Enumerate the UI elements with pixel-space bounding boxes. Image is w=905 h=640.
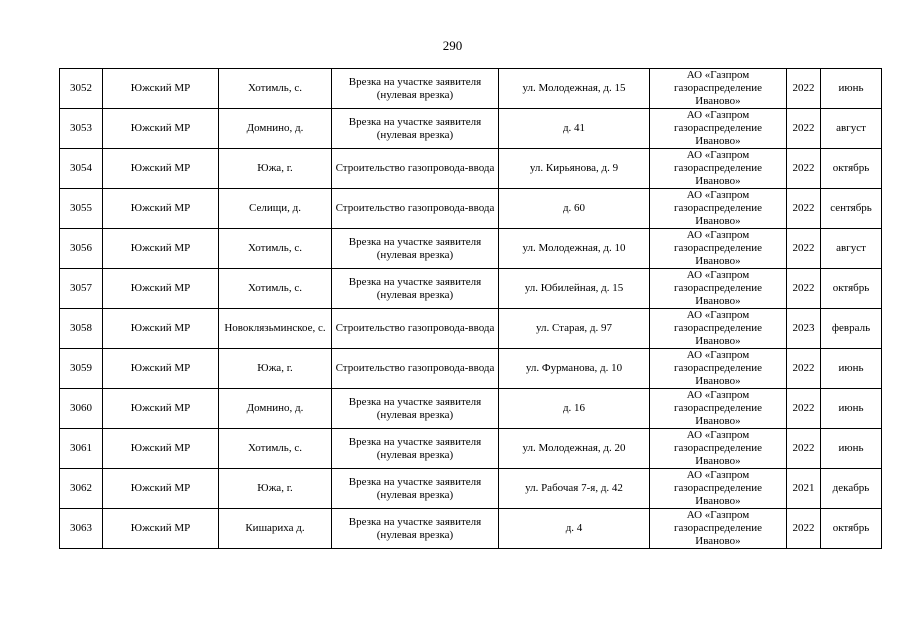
year-cell: 2022 — [787, 269, 821, 309]
month-cell: июнь — [821, 69, 882, 109]
settlement-cell: Кишариха д. — [219, 509, 332, 549]
year-cell: 2021 — [787, 469, 821, 509]
month-cell: декабрь — [821, 469, 882, 509]
settlement-cell: Южа, г. — [219, 149, 332, 189]
address-cell: ул. Молодежная, д. 20 — [499, 429, 650, 469]
settlement-cell: Домнино, д. — [219, 109, 332, 149]
year-cell: 2022 — [787, 109, 821, 149]
work-type-cell: Строительство газопровода-ввода — [332, 349, 499, 389]
year-cell: 2022 — [787, 149, 821, 189]
organization-cell: АО «Газпром газораспределение Иваново» — [650, 469, 787, 509]
address-cell: д. 4 — [499, 509, 650, 549]
address-cell: ул. Рабочая 7-я, д. 42 — [499, 469, 650, 509]
row-number-cell: 3062 — [60, 469, 103, 509]
row-number-cell: 3059 — [60, 349, 103, 389]
table-row — [60, 429, 882, 469]
district-cell: Южский МР — [103, 509, 219, 549]
work-type-cell: Врезка на участке заявителя (нулевая врезка) — [332, 229, 499, 269]
address-cell: ул. Молодежная, д. 10 — [499, 229, 650, 269]
organization-cell: АО «Газпром газораспределение Иваново» — [650, 349, 787, 389]
month-cell: июнь — [821, 389, 882, 429]
month-cell: июнь — [821, 349, 882, 389]
settlement-cell: Хотимль, с. — [219, 269, 332, 309]
organization-cell: АО «Газпром газораспределение Иваново» — [650, 189, 787, 229]
table-row — [60, 149, 882, 189]
organization-cell: АО «Газпром газораспределение Иваново» — [650, 309, 787, 349]
year-cell: 2022 — [787, 349, 821, 389]
district-cell: Южский МР — [103, 389, 219, 429]
address-cell: ул. Юбилейная, д. 15 — [499, 269, 650, 309]
settlement-cell: Хотимль, с. — [219, 69, 332, 109]
district-cell: Южский МР — [103, 69, 219, 109]
district-cell: Южский МР — [103, 349, 219, 389]
row-number-cell: 3055 — [60, 189, 103, 229]
year-cell: 2022 — [787, 229, 821, 269]
district-cell: Южский МР — [103, 269, 219, 309]
settlement-cell: Селищи, д. — [219, 189, 332, 229]
month-cell: октябрь — [821, 269, 882, 309]
month-cell: октябрь — [821, 509, 882, 549]
settlement-cell: Южа, г. — [219, 349, 332, 389]
table-row — [60, 189, 882, 229]
district-cell: Южский МР — [103, 189, 219, 229]
address-cell: д. 60 — [499, 189, 650, 229]
district-cell: Южский МР — [103, 149, 219, 189]
month-cell: октябрь — [821, 149, 882, 189]
work-type-cell: Строительство газопровода-ввода — [332, 309, 499, 349]
settlement-cell: Хотимль, с. — [219, 229, 332, 269]
work-type-cell: Врезка на участке заявителя (нулевая врезка) — [332, 509, 499, 549]
organization-cell: АО «Газпром газораспределение Иваново» — [650, 509, 787, 549]
address-cell: ул. Старая, д. 97 — [499, 309, 650, 349]
month-cell: июнь — [821, 429, 882, 469]
settlement-cell: Хотимль, с. — [219, 429, 332, 469]
district-cell: Южский МР — [103, 429, 219, 469]
table-row — [60, 509, 882, 549]
year-cell: 2022 — [787, 189, 821, 229]
row-number-cell: 3057 — [60, 269, 103, 309]
address-cell: ул. Молодежная, д. 15 — [499, 69, 650, 109]
district-cell: Южский МР — [103, 309, 219, 349]
table-row — [60, 389, 882, 429]
page-number: 290 — [442, 38, 463, 53]
organization-cell: АО «Газпром газораспределение Иваново» — [650, 69, 787, 109]
table-row — [60, 109, 882, 149]
work-type-cell: Врезка на участке заявителя (нулевая врезка) — [332, 389, 499, 429]
organization-cell: АО «Газпром газораспределение Иваново» — [650, 229, 787, 269]
row-number-cell: 3056 — [60, 229, 103, 269]
address-cell: ул. Фурманова, д. 10 — [499, 349, 650, 389]
row-number-cell: 3058 — [60, 309, 103, 349]
year-cell: 2023 — [787, 309, 821, 349]
address-cell: д. 16 — [499, 389, 650, 429]
year-cell: 2022 — [787, 69, 821, 109]
work-type-cell: Врезка на участке заявителя (нулевая врезка) — [332, 269, 499, 309]
organization-cell: АО «Газпром газораспределение Иваново» — [650, 429, 787, 469]
work-type-cell: Врезка на участке заявителя (нулевая врезка) — [332, 109, 499, 149]
table-row — [60, 229, 882, 269]
row-number-cell: 3060 — [60, 389, 103, 429]
table-row — [60, 269, 882, 309]
table-row — [60, 69, 882, 109]
organization-cell: АО «Газпром газораспределение Иваново» — [650, 389, 787, 429]
address-cell: д. 41 — [499, 109, 650, 149]
district-cell: Южский МР — [103, 469, 219, 509]
year-cell: 2022 — [787, 429, 821, 469]
work-type-cell: Строительство газопровода-ввода — [332, 149, 499, 189]
row-number-cell: 3054 — [60, 149, 103, 189]
settlement-cell: Домнино, д. — [219, 389, 332, 429]
month-cell: август — [821, 109, 882, 149]
row-number-cell: 3063 — [60, 509, 103, 549]
district-cell: Южский МР — [103, 229, 219, 269]
organization-cell: АО «Газпром газораспределение Иваново» — [650, 149, 787, 189]
row-number-cell: 3053 — [60, 109, 103, 149]
row-number-cell: 3052 — [60, 69, 103, 109]
month-cell: февраль — [821, 309, 882, 349]
organization-cell: АО «Газпром газораспределение Иваново» — [650, 269, 787, 309]
work-type-cell: Строительство газопровода-ввода — [332, 189, 499, 229]
work-type-cell: Врезка на участке заявителя (нулевая врезка) — [332, 469, 499, 509]
table-row — [60, 309, 882, 349]
month-cell: сентябрь — [821, 189, 882, 229]
settlement-cell: Новоклязьминское, с. — [219, 309, 332, 349]
year-cell: 2022 — [787, 389, 821, 429]
year-cell: 2022 — [787, 509, 821, 549]
gasification-table — [59, 68, 882, 549]
work-type-cell: Врезка на участке заявителя (нулевая врезка) — [332, 429, 499, 469]
work-type-cell: Врезка на участке заявителя (нулевая врезка) — [332, 69, 499, 109]
row-number-cell: 3061 — [60, 429, 103, 469]
table-row — [60, 469, 882, 509]
settlement-cell: Южа, г. — [219, 469, 332, 509]
district-cell: Южский МР — [103, 109, 219, 149]
table-row — [60, 349, 882, 389]
organization-cell: АО «Газпром газораспределение Иваново» — [650, 109, 787, 149]
month-cell: август — [821, 229, 882, 269]
address-cell: ул. Кирьянова, д. 9 — [499, 149, 650, 189]
